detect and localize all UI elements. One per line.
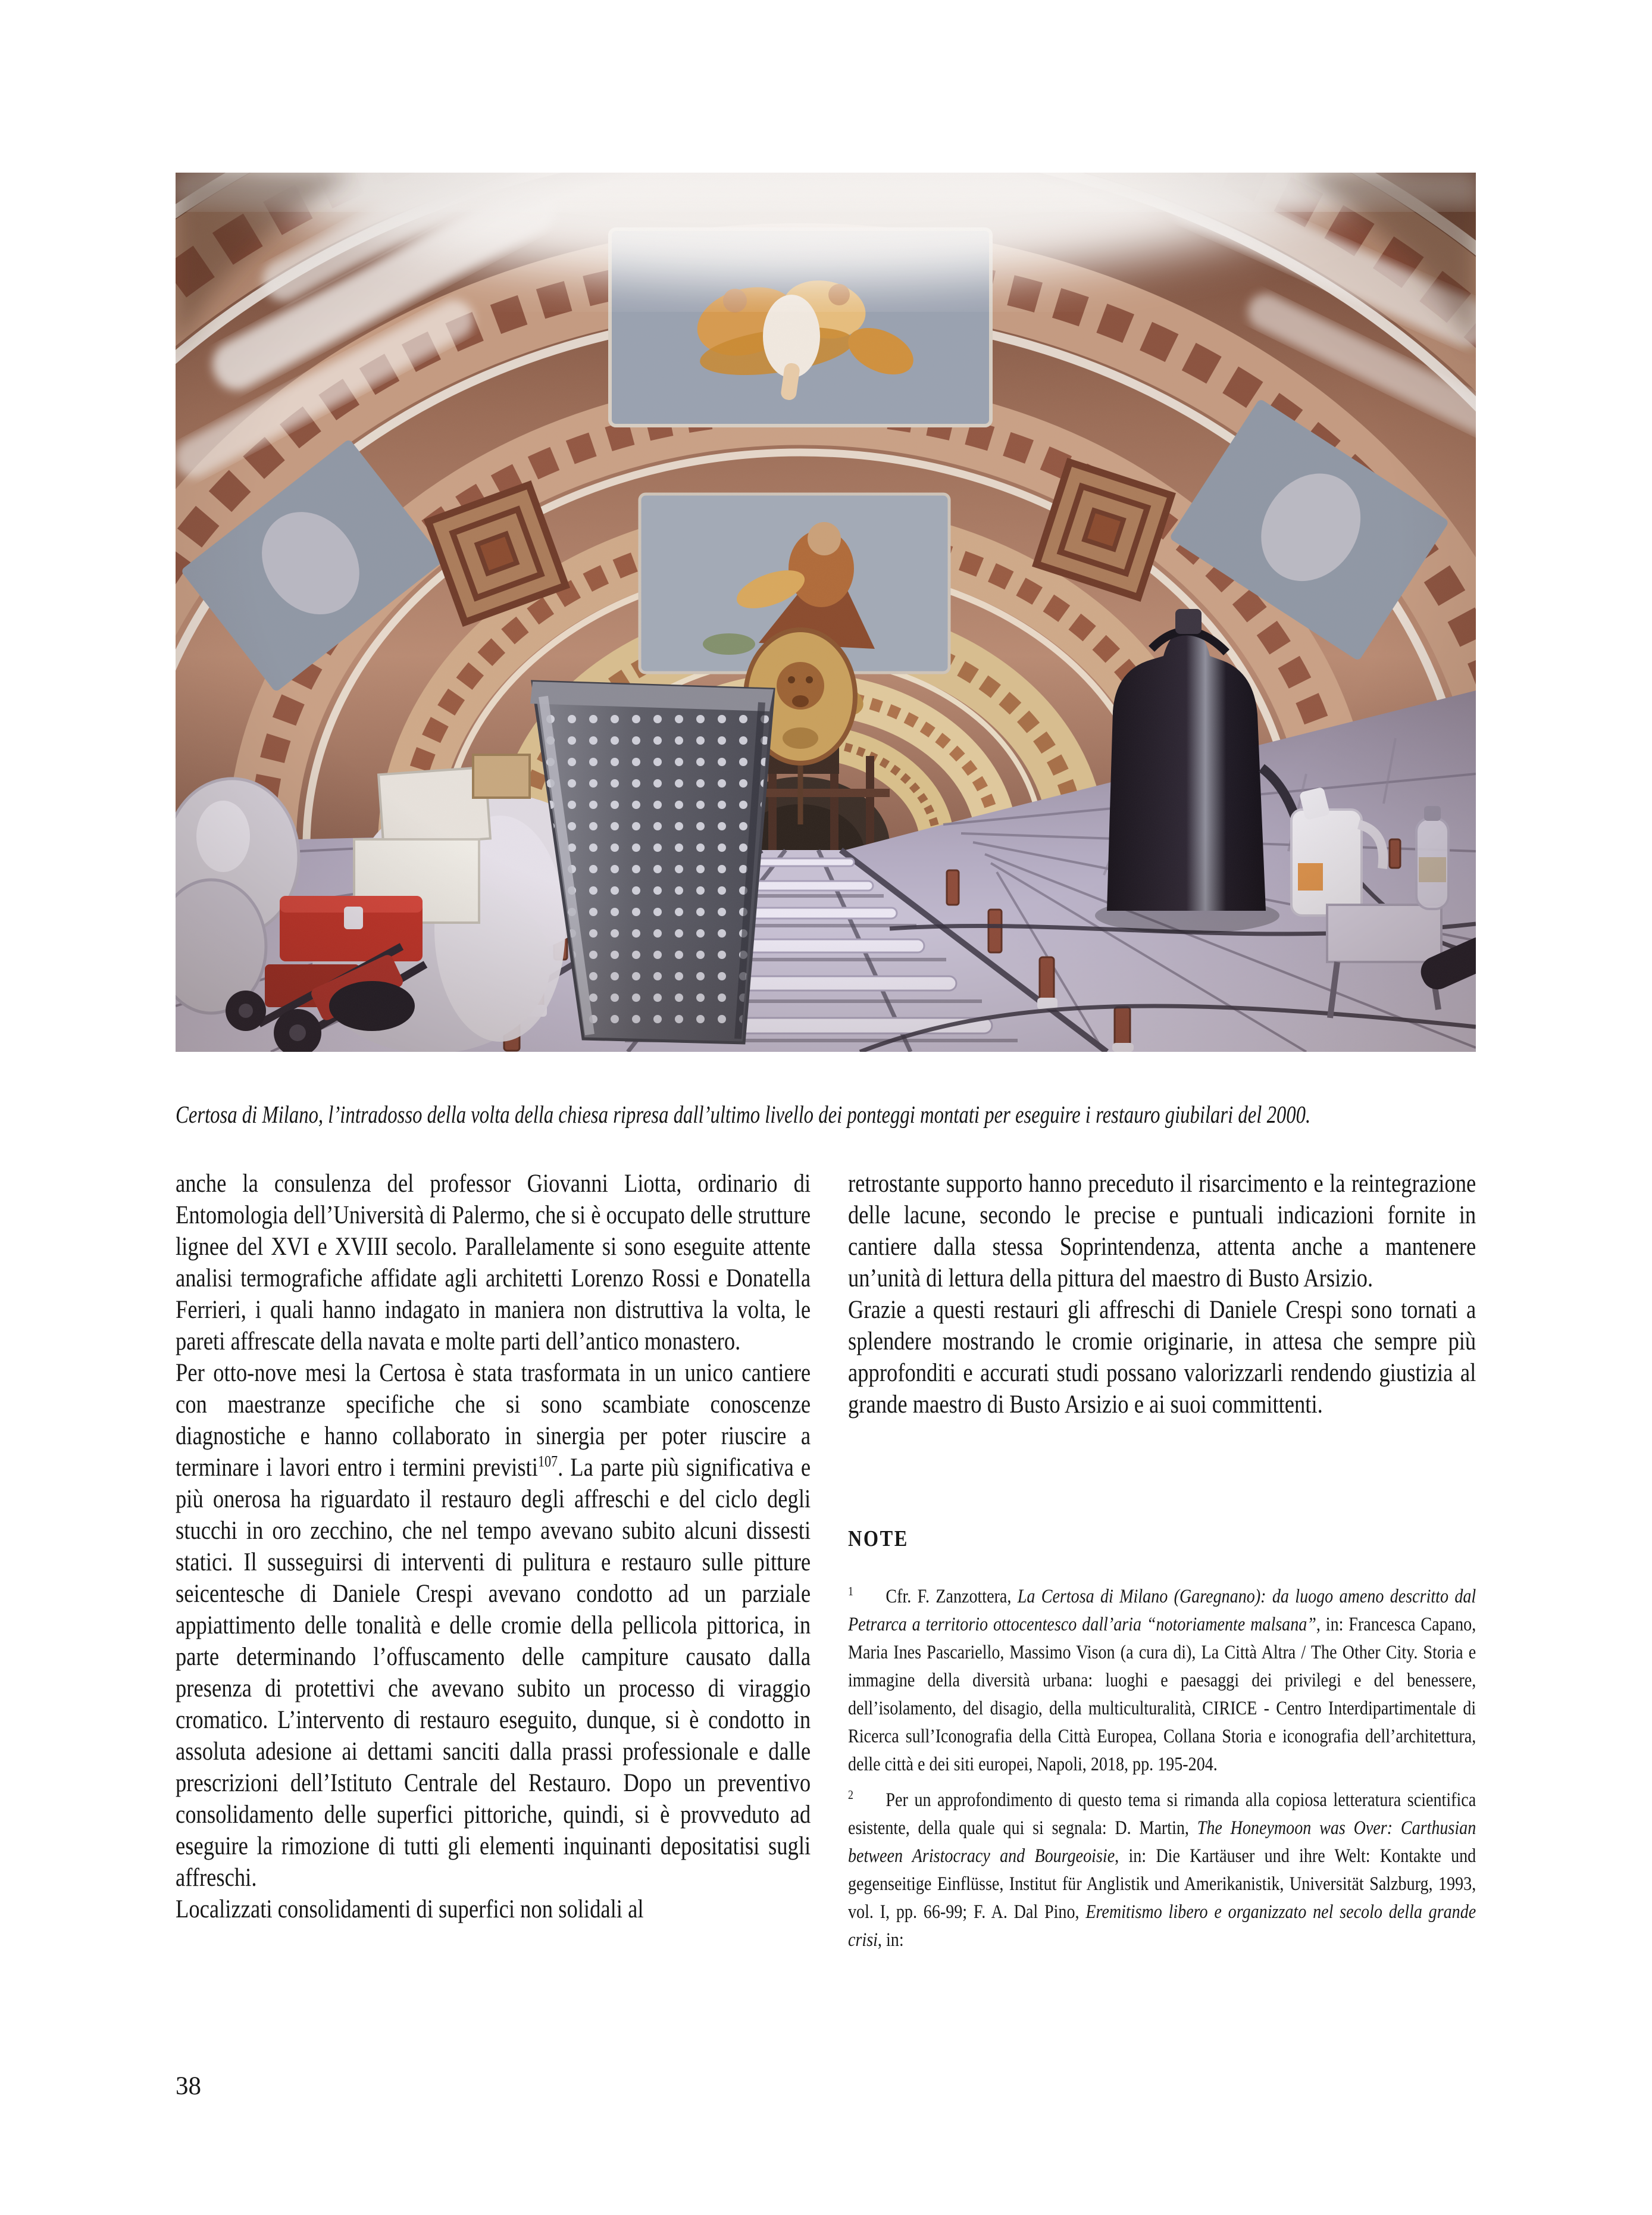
photo-caption: Certosa di Milano, l’intradosso della volta della chiesa ripresa dall’ultimo livello dei ponteggi montati per eseguire i restauro giubilari del 2000. [176,1101,1311,1128]
vault-photo-illustration [176,173,1476,1052]
body-paragraph: retrostante supporto hanno preceduto il risarcimento e la reintegrazione delle lacune, secondo le precise e puntuali indicazioni fornite in cantiere dalla stessa Soprintendenza, attenta anche a mantenere un’unità di lettura della pittura del maestro di Busto Arsizio. [848,1170,1476,1292]
body-paragraph: Grazie a questi restauri gli affreschi di Daniele Crespi sono tornati a splendere mostrando le cromie originarie, in attesa che sempre più approfonditi e accurati studi possano valorizzarli rendendo giustizia al grande maestro di Busto Arsizio e ai suoi committenti. [848,1296,1476,1419]
vault-photo [176,173,1476,1052]
footnote-item: $^2$ Per un approfondimento di questo tema si rimanda alla copiosa letteratura scientifica esistente, della quale qui si segnala: D. Martin, The Honeymoon was Over: Carthusian between Aristocracy and Bourgeoisie, in: Die Kartäuser und ihre Welt: Kontakte und gegenseitige Einflüsse, Institut für Anglistik und Amerikanistik, Universität Salzburg, 1993, vol. I, pp. 66-99; F. A. Dal Pino, Eremitismo libero e organizzato nel secolo della grande crisi, in: [848,1788,1476,1951]
body-paragraph: anche la consulenza del professor Giovanni Liotta, ordinario di Entomologia dell’Università di Palermo, che si è occupato delle strutture lignee del XVI e XVIII secolo. Parallelamente si sono eseguite attente analisi termografiche affidate agli architetti Lorenzo Rossi e Donatella Ferrieri, i quali hanno indagato in maniera non distruttiva la volta, le pareti affrescate della navata e molte parti dell’antico monastero. [176,1170,811,1355]
notes-heading: NOTE [848,1526,909,1551]
text-column-left [176,1168,811,1925]
body-paragraph: Per otto-nove mesi la Certosa è stata trasformata in un unico cantiere con maestranze specifiche che si sono scambiate conoscenze diagnostiche e hanno collaborato in sinergia per poter riuscire a terminare i lavori entro i termini previsti$^{107}$. La parte più significativa e più onerosa ha riguardato il restauro degli affreschi e del ciclo degli stucchi in oro zecchino, che nel tempo avevano subito alcuni dissesti statici. Il susseguirsi di interventi di pulitura e restauro sulle pitture seicentesche di Daniele Crespi avevano condotto ad un parziale appiattimento delle tonalità e delle cromie della pellicola pittorica, in parte determinando l’offuscamento delle campiture causato dalla presenza di protettivi che avevano subito un processo di viraggio cromatico. L’intervento di restauro eseguito, dunque, si è condotto in assoluta adesione ai dettami sanciti dalla prassi professionale e dalle prescrizioni dell’Istituto Centrale del Restauro. Dopo un preventivo consolidamento delle superfici pittoriche, quindi, si è provveduto ad eseguire la rimozione di tutti gli elementi inquinanti depositatisi sugli affreschi. [176,1359,811,1892]
footnotes [848,1583,1476,1954]
footnote-item: $^1$ Cfr. F. Zanzottera, La Certosa di Milano (Garegnano): da luogo ameno descritto dal Petrarca a territorio ottocentesco dall’aria “notoriamente malsana”, in: Francesca Capano, Maria Ines Pascariello, Massimo Vison (a cura di), La Città Altra / The Other City. Storia e immagine della diversità urbana: luoghi e paesaggi dei privilegi e del benessere, dell’isolamento, del disagio, della multiculturalità, CIRICE - Centro Interdipartimentale di Ricerca sull’Iconografia della Città Europea, Collana Storia e iconografia dell’architettura, delle città e dei siti europei, Napoli, 2018, pp. 195-204. [848,1584,1476,1775]
text-column-right [848,1168,1476,1954]
page-number: 38 [176,2072,201,2100]
body-paragraph: Localizzati consolidamenti di superfici non solidali al [176,1895,644,1923]
